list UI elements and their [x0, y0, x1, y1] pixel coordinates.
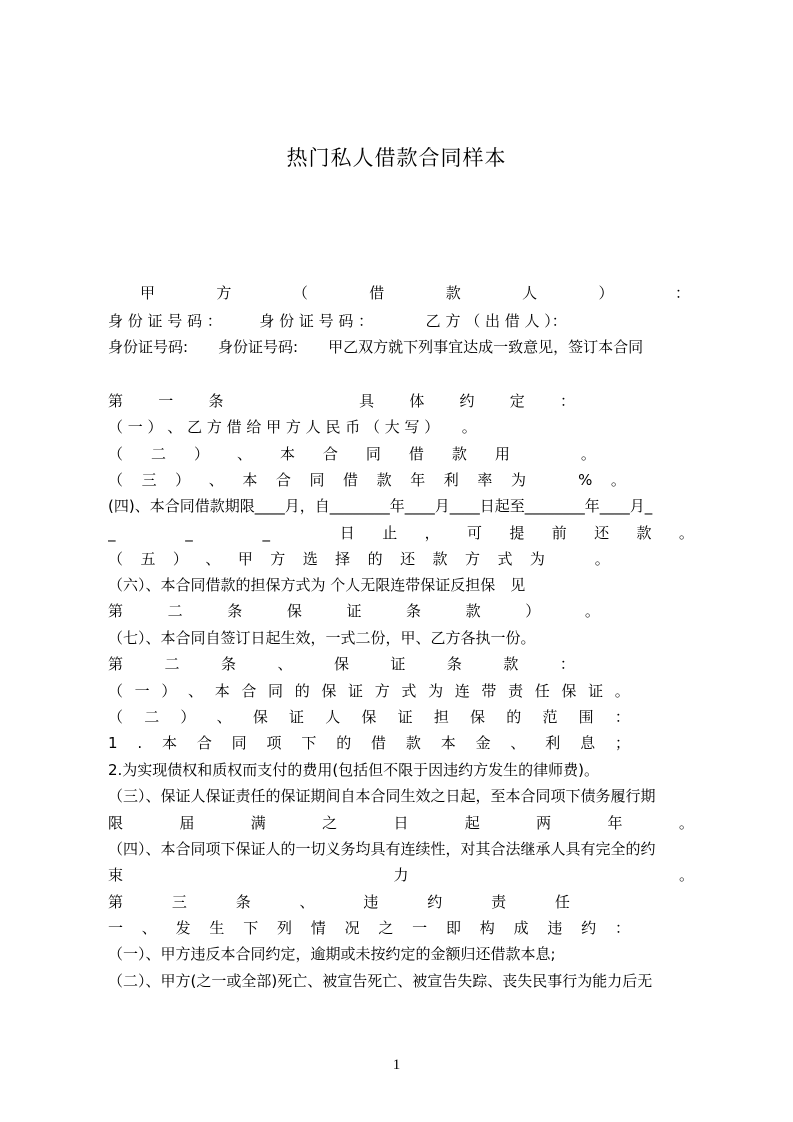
- char: 成: [513, 919, 529, 937]
- char: 息: [580, 734, 596, 752]
- text-line: [108, 706, 630, 728]
- char: _: [262, 524, 271, 542]
- char: 、: [299, 893, 315, 911]
- char: 证: [289, 708, 305, 726]
- char: 本: [279, 445, 295, 463]
- text-line: （六）、本合同借款的担保方式为 个人无限连带保证反担保 见: [108, 576, 526, 594]
- text-line: (四)、本合同借款期限____月，自________年____月____日起至________年____月_: [108, 497, 653, 515]
- char: 构: [479, 919, 495, 937]
- char: [297, 522, 312, 544]
- char: 合: [196, 734, 212, 752]
- char: 借: [343, 471, 359, 489]
- char: 二: [144, 708, 160, 726]
- char: 一: [108, 919, 124, 937]
- char: 三: [171, 893, 187, 911]
- char: 二: [150, 445, 166, 463]
- char: 、: [510, 734, 526, 752]
- char: ；: [614, 734, 630, 752]
- char: 人: [522, 284, 538, 302]
- char: ：: [614, 708, 630, 726]
- char: 两: [536, 814, 552, 832]
- char: 择: [335, 550, 351, 568]
- text-line: [108, 548, 610, 570]
- char: ）: [525, 602, 541, 620]
- char: 可: [466, 524, 482, 542]
- char: 项: [266, 734, 282, 752]
- char: ）: [172, 550, 188, 568]
- char: ：: [559, 655, 575, 673]
- char: 发: [175, 919, 191, 937]
- char: [220, 522, 235, 544]
- char: ：: [614, 919, 630, 937]
- char: 。: [610, 471, 626, 489]
- text-line: [108, 680, 630, 702]
- char: （: [108, 708, 124, 726]
- char: 、: [236, 445, 252, 463]
- char: [251, 864, 266, 886]
- char: 之: [378, 919, 394, 937]
- text-line: [108, 522, 694, 544]
- char: 违: [363, 893, 379, 911]
- char: 款: [451, 445, 467, 463]
- char: [536, 864, 551, 886]
- text-line: [108, 891, 570, 913]
- char: 证: [397, 708, 413, 726]
- char: 方: [464, 550, 480, 568]
- char: 1: [108, 734, 118, 752]
- text-line: 2.为实现债权和质权而支付的费用(包括但不限于因违约方发生的律师费)。: [108, 761, 600, 779]
- char: 具: [359, 392, 375, 410]
- text-line: [108, 443, 596, 465]
- char: 第: [108, 392, 124, 410]
- char: [259, 390, 274, 412]
- char: 约: [581, 919, 597, 937]
- text-line: （七）、本合同自签订日起生效，一式二份，甲、乙方各执一份。: [108, 629, 536, 647]
- char: （: [108, 471, 124, 489]
- char: 的: [336, 734, 352, 752]
- char: 三: [141, 471, 157, 489]
- char: 列: [276, 919, 292, 937]
- char: （: [108, 550, 124, 568]
- char: 借: [369, 284, 385, 302]
- char: 日: [393, 814, 409, 832]
- char: 年: [410, 471, 426, 489]
- char: 保: [361, 708, 377, 726]
- text-line: [108, 812, 694, 834]
- char: 还: [400, 550, 416, 568]
- char: 违: [547, 919, 563, 937]
- char: 责: [508, 682, 524, 700]
- char: 一: [134, 682, 150, 700]
- char: 款: [432, 550, 448, 568]
- text-line: （ 一 ） 、 乙 方 借 给 甲 方 人 民 币 （ 大 写 ） 。: [108, 418, 477, 436]
- char: 借: [408, 445, 424, 463]
- char: 即: [445, 919, 461, 937]
- char: 本: [242, 471, 258, 489]
- char: [545, 469, 560, 491]
- char: 证: [390, 655, 406, 673]
- char: 同: [365, 445, 381, 463]
- char: [143, 522, 158, 544]
- char: _: [185, 524, 193, 542]
- text-line: [108, 390, 575, 412]
- char: .: [137, 734, 143, 752]
- char: 范: [542, 708, 558, 726]
- char: 日: [339, 524, 355, 542]
- text-line: 身 份 证 号 码 ： 身 份 证 号 码 ： 乙 方 （ 出 借 人 ）：: [108, 312, 567, 330]
- char: 。: [678, 524, 694, 542]
- char: 利: [443, 471, 459, 489]
- text-line: [108, 653, 575, 675]
- char: 为: [529, 550, 545, 568]
- char: 条: [208, 392, 224, 410]
- char: （: [108, 445, 124, 463]
- char: 第: [108, 655, 124, 673]
- char: 约: [459, 392, 475, 410]
- char: 下: [301, 734, 317, 752]
- char: 的: [506, 708, 522, 726]
- char: _: [108, 524, 116, 542]
- char: 本: [440, 734, 456, 752]
- char: 约: [427, 893, 443, 911]
- char: 力: [393, 866, 409, 884]
- char: 保: [561, 682, 577, 700]
- char: 条: [220, 655, 236, 673]
- char: ：: [559, 392, 575, 410]
- text-line: 身份证号码: 身份证号码: 甲乙双方就下列事宜达成一致意见，签订本合同: [108, 338, 644, 356]
- text-line: [108, 864, 694, 886]
- char: 、: [141, 919, 157, 937]
- char: 条: [227, 602, 243, 620]
- char: 限: [108, 814, 124, 832]
- char: 定: [509, 392, 525, 410]
- char: 。: [584, 602, 600, 620]
- char: 五: [140, 550, 156, 568]
- char: 利: [545, 734, 561, 752]
- char: 率: [477, 471, 493, 489]
- char: 之: [322, 814, 338, 832]
- char: 束: [108, 866, 124, 884]
- char: ）: [193, 445, 209, 463]
- char: 甲: [140, 284, 156, 302]
- char: （: [108, 682, 124, 700]
- text-line: （三）、保证人保证责任的保证期间自本合同生效之日起，至本合同项下债务履行期: [108, 787, 656, 805]
- char: 式: [497, 550, 513, 568]
- char: （: [292, 284, 308, 302]
- char: 第: [108, 602, 124, 620]
- char: 金: [475, 734, 491, 752]
- char: %: [578, 471, 593, 489]
- char: 款: [445, 284, 461, 302]
- char: 甲: [237, 550, 253, 568]
- char: 本: [161, 734, 177, 752]
- char: 为: [428, 682, 444, 700]
- char: 款: [465, 602, 481, 620]
- char: 带: [481, 682, 497, 700]
- char: 款: [376, 471, 392, 489]
- char: 保: [252, 708, 268, 726]
- char: 本: [214, 682, 230, 700]
- char: 保: [470, 708, 486, 726]
- char: 同: [268, 682, 284, 700]
- char: ）: [180, 708, 196, 726]
- char: 情: [310, 919, 326, 937]
- char: 连: [454, 682, 470, 700]
- char: ）: [161, 682, 177, 700]
- char: 还: [594, 524, 610, 542]
- char: 一: [158, 392, 174, 410]
- char: 、: [188, 682, 204, 700]
- char: 二: [164, 655, 180, 673]
- page-number: 1: [392, 1057, 401, 1073]
- char: ）: [598, 284, 614, 302]
- text-line: （一）、甲方违反本合同约定，逾期或未按约定的金额归还借款本息;: [108, 945, 556, 963]
- char: 、: [216, 708, 232, 726]
- char: 。: [580, 445, 596, 463]
- char: 款: [503, 655, 519, 673]
- char: 届: [179, 814, 195, 832]
- char: 合: [322, 445, 338, 463]
- char: [538, 443, 553, 465]
- text-line: （四）、本合同项下保证人的一切义务均具有连续性，对其合法继承人具有完全的约: [108, 840, 656, 858]
- char: 方: [270, 550, 286, 568]
- char: 围: [578, 708, 594, 726]
- char: 证: [346, 602, 362, 620]
- char: ，: [424, 524, 440, 542]
- char: 、: [205, 550, 221, 568]
- char: 下: [243, 919, 259, 937]
- char: 的: [367, 550, 383, 568]
- char: 、: [208, 471, 224, 489]
- char: 条: [235, 893, 251, 911]
- char: 保: [321, 682, 337, 700]
- char: 用: [494, 445, 510, 463]
- char: 为: [510, 471, 526, 489]
- char: 一: [412, 919, 428, 937]
- char: 责: [491, 893, 507, 911]
- text-line: [108, 917, 630, 939]
- char: 满: [250, 814, 266, 832]
- char: 选: [302, 550, 318, 568]
- char: 条: [446, 655, 462, 673]
- char: [309, 390, 324, 412]
- char: 况: [344, 919, 360, 937]
- char: 年: [607, 814, 623, 832]
- char: 、: [277, 655, 293, 673]
- char: 同: [309, 471, 325, 489]
- char: ）: [175, 471, 191, 489]
- char: 条: [406, 602, 422, 620]
- char: 证: [348, 682, 364, 700]
- char: 担: [433, 708, 449, 726]
- char: 方: [374, 682, 390, 700]
- char: 提: [509, 524, 525, 542]
- char: 式: [401, 682, 417, 700]
- char: 任: [534, 682, 550, 700]
- char: 止: [382, 524, 398, 542]
- text-line: [108, 600, 600, 622]
- char: 方: [216, 284, 232, 302]
- text-line: [108, 732, 630, 754]
- char: 证: [588, 682, 604, 700]
- char: 保: [333, 655, 349, 673]
- char: 生: [209, 919, 225, 937]
- char: 第: [108, 893, 124, 911]
- char: ：: [674, 284, 690, 302]
- char: 合: [275, 471, 291, 489]
- char: 。: [614, 682, 630, 700]
- char: 。: [678, 814, 694, 832]
- char: 保: [286, 602, 302, 620]
- char: 二: [167, 602, 183, 620]
- char: 前: [551, 524, 567, 542]
- char: 。: [678, 866, 694, 884]
- char: 合: [241, 682, 257, 700]
- char: 借: [371, 734, 387, 752]
- char: 的: [294, 682, 310, 700]
- char: 人: [325, 708, 341, 726]
- text-line: （二）、甲方(之一或全部)死亡、被宣告死亡、被宣告失踪、丧失民事行为能力后无: [108, 972, 653, 990]
- text-line: [108, 469, 626, 491]
- char: [562, 548, 577, 570]
- char: 款: [405, 734, 421, 752]
- char: 任: [554, 893, 570, 911]
- char: 起: [464, 814, 480, 832]
- document-title: 热门私人借款合同样本: [286, 146, 507, 170]
- char: 款: [636, 524, 652, 542]
- char: 体: [409, 392, 425, 410]
- char: 。: [594, 550, 610, 568]
- char: 同: [231, 734, 247, 752]
- text-line: [140, 282, 690, 304]
